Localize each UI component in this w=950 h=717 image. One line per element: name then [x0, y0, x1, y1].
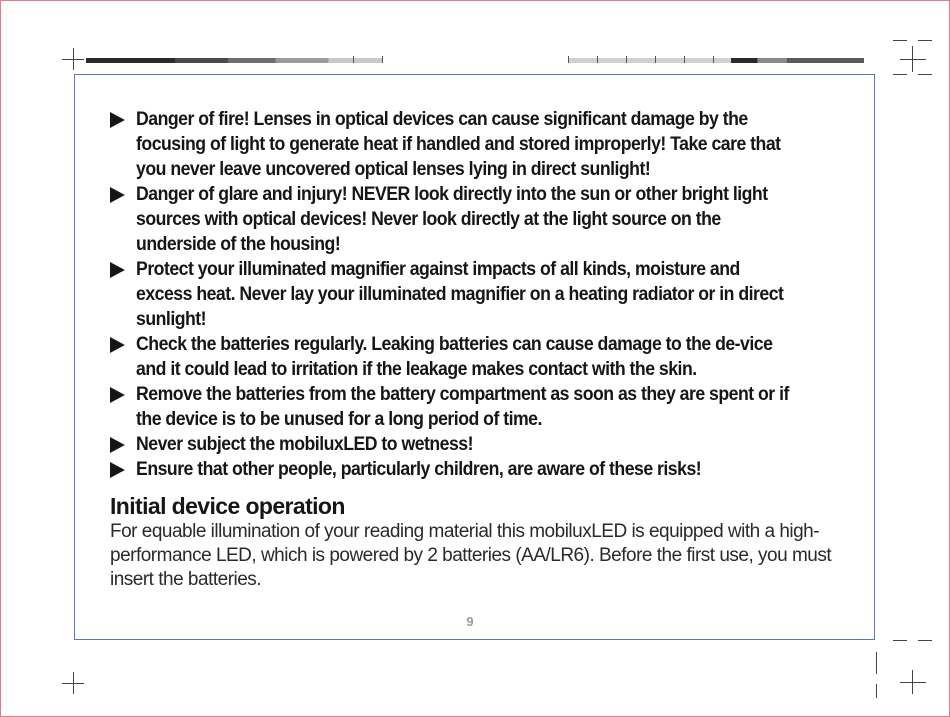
strip-tick — [597, 56, 598, 63]
crop-mark-bottom-right-dash2 — [918, 640, 932, 641]
crop-mark-bottom-right-v2 — [876, 652, 877, 674]
warning-text: Danger of fire! Lenses in optical devices can cause significant damage by the focusing of light to generate heat if handled and stored improperly! Take care that you never leave uncovered optical lenses lying in direct sunlight! — [136, 109, 781, 180]
page-content — [110, 107, 850, 592]
strip-tick — [655, 56, 656, 63]
crop-mark-top-right-dash1 — [893, 40, 907, 41]
strip-tick — [626, 56, 627, 63]
warning-text: Never subject the mobiluxLED to wetness! — [136, 434, 473, 455]
triangle-bullet-icon — [110, 262, 125, 278]
color-strip-right — [568, 58, 864, 63]
strip-tick — [568, 56, 569, 63]
crop-mark-top-right-v — [912, 46, 913, 72]
crop-mark-top-right-dash4 — [918, 74, 932, 75]
triangle-bullet-icon — [110, 437, 125, 453]
triangle-bullet-icon — [110, 462, 125, 478]
warning-text: Check the batteries regularly. Leaking batteries can cause damage to the de-vice and it could lead to irritation if the leakage makes contact with the skin. — [136, 334, 773, 380]
crop-mark-bottom-left-v — [73, 672, 74, 694]
crop-mark-top-right-h — [900, 59, 926, 60]
warning-item — [110, 382, 798, 432]
crop-mark-top-left-v — [73, 48, 74, 70]
crop-mark-bottom-right-v3 — [876, 684, 877, 698]
triangle-bullet-icon — [110, 387, 125, 403]
warning-text: Protect your illuminated magnifier against impacts of all kinds, moisture and excess heat. Never lay your illuminated magnifier on a heating radiator or in direct sunlight! — [136, 259, 784, 330]
triangle-bullet-icon — [110, 112, 125, 128]
crop-mark-top-right-dash3 — [893, 74, 907, 75]
warning-item — [110, 107, 798, 182]
warning-text: Danger of glare and injury! NEVER look directly into the sun or other bright light sources with optical devices! Never look directly at the light source on the underside of the housing! — [136, 184, 768, 255]
crop-mark-top-right-dash2 — [918, 40, 932, 41]
strip-tick — [382, 56, 383, 63]
triangle-bullet-icon — [110, 337, 125, 353]
warning-item — [110, 257, 798, 332]
warning-item — [110, 432, 798, 457]
strip-tick — [353, 56, 354, 63]
section-heading: Initial device operation — [110, 493, 345, 519]
warning-text: Remove the batteries from the battery compartment as soon as they are spent or if the device is to be unused for a long period of time. — [136, 384, 789, 430]
section-paragraph: For equable illumination of your reading material this mobiluxLED is equipped with a high-performance LED, which is powered by 2 batteries (AA/LR6). Before the first use, you must insert the batteries. — [110, 521, 832, 590]
page-number: 9 — [466, 614, 474, 629]
warning-text: Ensure that other people, particularly children, are aware of these risks! — [136, 459, 702, 480]
color-strip-left — [86, 58, 382, 63]
crop-mark-bottom-right-v — [912, 670, 913, 694]
strip-tick — [684, 56, 685, 63]
strip-tick — [713, 56, 714, 63]
crop-mark-bottom-right-h — [900, 682, 926, 683]
warning-item — [110, 332, 798, 382]
warning-item — [110, 457, 798, 482]
crop-mark-bottom-right-dash1 — [893, 640, 907, 641]
triangle-bullet-icon — [110, 187, 125, 203]
warning-item — [110, 182, 798, 257]
safety-warning-list — [110, 107, 850, 482]
